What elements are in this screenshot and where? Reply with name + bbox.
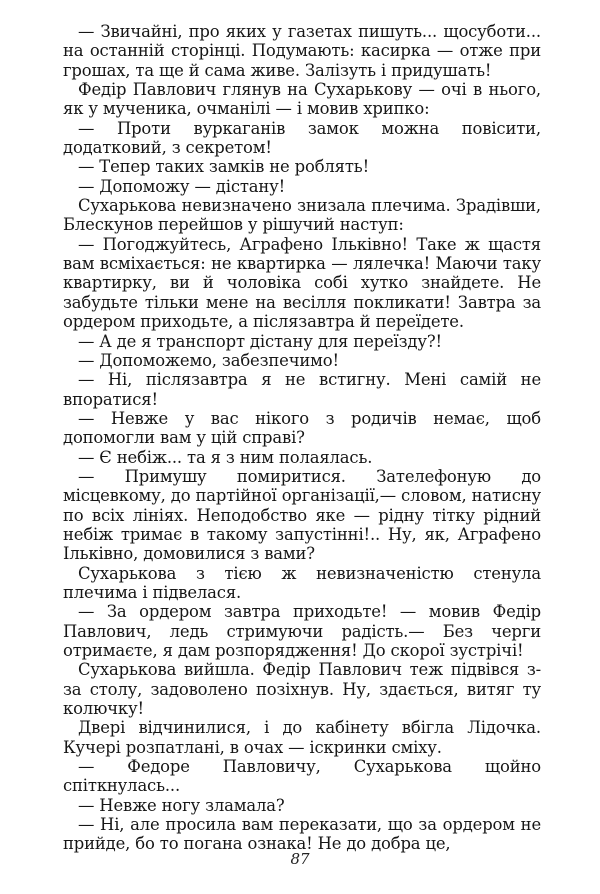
paragraph: — Допоможу — дістану!	[78, 176, 286, 196]
paragraph: — За ордером завтра приходьте! — мовив Федір Павлович, ледь стримуючи радість.— Без черги отримаєте, я дам розпорядження! До скорої зустрічі!	[63, 602, 541, 660]
paragraph: — Звичайні, про яких у газетах пишуть... щосуботи... на останній сторінці. Подумають: касирка — отже при грошах, та ще й сама живе. Залізуть і придушать!	[63, 22, 541, 80]
paragraph: — Погоджуйтесь, Аграфено Ількiвно! Таке ж щастя вам всміхається: не квартирка — лялечка! Маючи таку квартирку, ви й чоловіка собі хутко знайдете. Не забудьте тільки мене на весілля покликати! Завтра за ордером приходьте, а післязавтра й переїдете.	[63, 234, 541, 332]
paragraph: — Ні, але просила вам переказати, що за ордером не прийде, бо то погана ознака! Не до добра це,	[63, 815, 541, 854]
paragraph: Двері відчинилися, і до кабінету вбігла Лідочка. Кучері розпатлані, в очах — іскринки сміху.	[63, 718, 541, 757]
paragraph: — Невже ногу зламала?	[78, 795, 285, 815]
page-number: 87	[290, 850, 310, 868]
paragraph: Сухарькова з тією ж невизначеністю стенула плечима і підвелася.	[63, 563, 541, 602]
paragraph: — Невже у вас нікого з родичів немає, щоб допомогли вам у цій справі?	[63, 408, 541, 448]
paragraph: Сухарькова вийшла. Федір Павлович теж підвівся з-за столу, задоволено позіхнув. Ну, здається, витяг ту колючку!	[63, 660, 541, 719]
paragraph: — Федоре Павловичу, Сухарькова щойно спіткнулась...	[63, 757, 541, 796]
paragraph: — Є небіж... та я з ним полаялась.	[78, 447, 373, 467]
paragraph: — А де я транспорт дістану для переїзду?!	[78, 331, 442, 351]
page-text	[63, 22, 541, 854]
paragraph: Сухарькова невизначено знизала плечима. Зрадівши, Блескунов перейшов у рішучий наступ:	[63, 196, 541, 235]
paragraph: Федір Павлович глянув на Сухарькову — очі в нього, як у мученика, очманілі — і мовив хрипко:	[63, 80, 541, 119]
paragraph: — Допоможемо, забезпечимо!	[78, 350, 339, 370]
paragraph: — Ні, післязавтра я не встигну. Мені самій не впоратися!	[63, 370, 541, 409]
paragraph: — Проти вуркаганів замок можна повісити, додатковий, з секретом!	[63, 118, 541, 158]
paragraph: — Тепер таких замків не роблять!	[78, 157, 369, 177]
paragraph: — Примушу помиритися. Зателефоную до місцевкому, до партійної організації,— словом, натисну по всіх лініях. Неподобство яке — рідну тітку рідний небіж тримає в такому запустінні!.. Ну, як, Аграфено Ількiвно, домовилися з вами?	[63, 466, 541, 564]
